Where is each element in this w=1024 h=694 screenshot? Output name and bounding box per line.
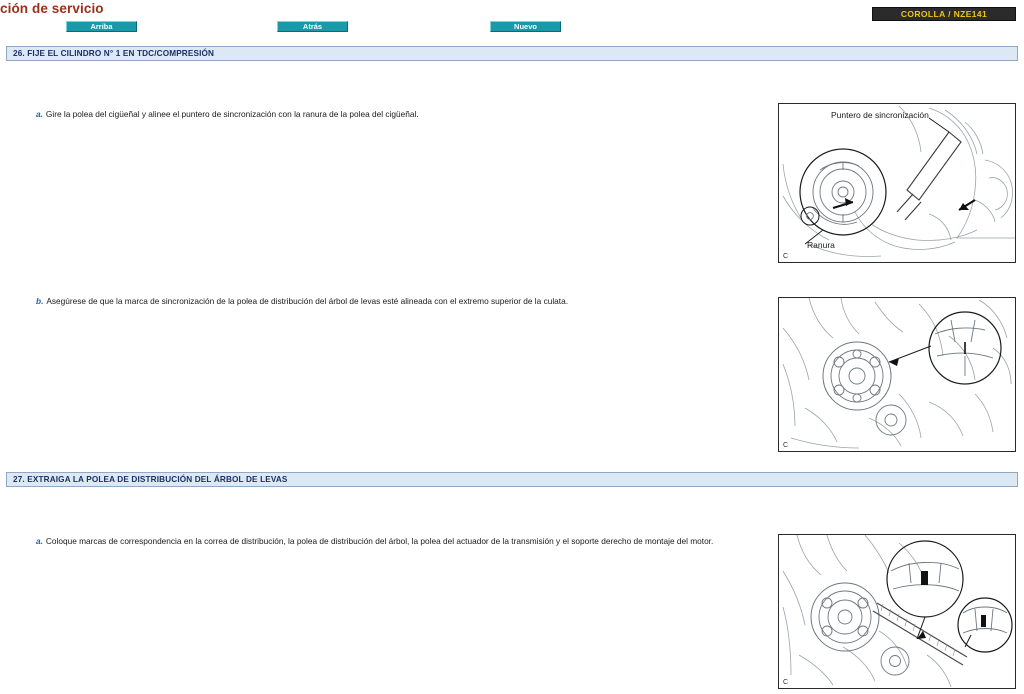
- step-text: Gire la polea del cigüeñal y alinee el puntero de sincronización con la ranura de la polea del cigüeñal.: [45, 109, 419, 119]
- section-heading-27: 27. EXTRAIGA LA POLEA DE DISTRIBUCIÓN DEL ÁRBOL DE LEVAS: [6, 472, 1018, 487]
- figure-corner-mark: C: [783, 253, 789, 260]
- figure-label-timing-pointer: Puntero de sincronización: [831, 110, 929, 120]
- step-text: Coloque marcas de correspondencia en la correa de distribución, la polea de distribución del árbol, la polea del actuador de la transmisión y el soporte derecho de montaje del motor.: [45, 536, 714, 546]
- figure-label-groove: Ranura: [807, 240, 835, 250]
- figure-3-drawing: [779, 535, 1016, 689]
- nav-button-arriba[interactable]: Arriba: [66, 21, 137, 32]
- step-marker: a.: [36, 109, 43, 119]
- figure-corner-mark: C: [783, 679, 789, 686]
- top-bar: [0, 0, 1024, 34]
- figure-2-drawing: [779, 298, 1016, 452]
- step-26-b: [36, 295, 756, 307]
- step-27-a: [36, 535, 746, 547]
- step-26-a: [36, 108, 736, 120]
- figure-crankshaft-pulley-timing: [778, 103, 1016, 263]
- figure-corner-mark: C: [783, 442, 789, 449]
- step-text: Asegúrese de que la marca de sincronización de la polea de distribución del árbol de levas esté alineada con el extremo superior de la culata.: [46, 296, 569, 306]
- figure-camshaft-pulley-timing-mark: [778, 297, 1016, 452]
- page-title: ción de servicio: [0, 1, 104, 16]
- nav-button-atras[interactable]: Atrás: [277, 21, 348, 32]
- figure-timing-belt-matchmarks: [778, 534, 1016, 689]
- step-marker: a.: [36, 536, 43, 546]
- section-heading-26: 26. FIJE EL CILINDRO N° 1 EN TDC/COMPRESIÓN: [6, 46, 1018, 61]
- model-badge: COROLLA / NZE141: [872, 7, 1016, 21]
- step-marker: b.: [36, 296, 44, 306]
- nav-button-nuevo[interactable]: Nuevo: [490, 21, 561, 32]
